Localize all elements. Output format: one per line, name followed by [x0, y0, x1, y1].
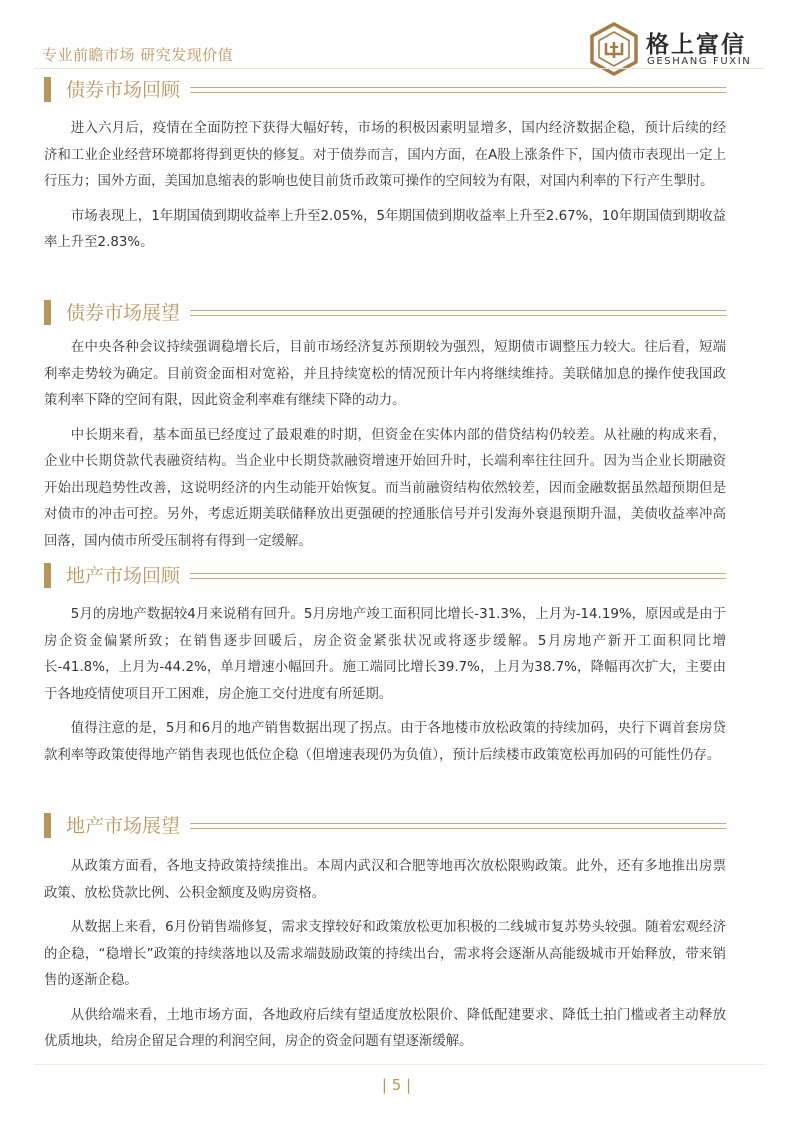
section-title: 地产市场展望	[66, 815, 181, 837]
footer-divider	[34, 1064, 764, 1065]
section-rule	[190, 310, 726, 316]
section-bond-review	[44, 76, 726, 257]
section-heading	[44, 76, 726, 104]
paragraph: 从供给端来看，土地市场方面，各地政府后续有望适度放松限价、降低配建要求、降低土拍门槛或者主动释放优质地块，给房企留足合理的利润空间，房企的资金问题有望逐渐缓解。	[44, 1007, 726, 1049]
section-marker	[44, 563, 51, 588]
section-rule	[190, 87, 726, 93]
section-marker	[44, 813, 51, 838]
section-heading	[44, 299, 726, 327]
section-heading	[44, 812, 726, 840]
section-title: 债券市场展望	[66, 302, 181, 324]
section-property-review	[44, 562, 726, 769]
paragraph: 从数据上来看，6月份销售端修复，需求支撑较好和政策放松更加积极的二线城市复苏势头较强。随着宏观经济的企稳，“稳增长”政策的持续落地以及需求端鼓励政策的持续出台，需求将会逐渐从高能级城市开始释放，带来销售的逐渐企稳。	[44, 920, 726, 988]
paragraph: 市场表现上，1年期国债到期收益率上升至2.05%，5年期国债到期收益率上升至2.67%，10年期国债到期收益率上升至2.83%。	[44, 208, 726, 250]
header-divider	[34, 68, 764, 69]
section-rule	[190, 573, 726, 579]
header-slogan: 专业前瞻市场 研究发现价值	[42, 46, 234, 64]
page-number: | 5 |	[381, 1076, 412, 1094]
paragraph: 5月的房地产数据较4月来说稍有回升。5月房地产竣工面积同比增长-31.3%，上月为-14.19%，原因或是由于房企资金偏紧所致；在销售逐步回暖后，房企资金紧张状况或将逐步缓解。5月房地产新开工面积同比增长-41.8%，上月为-44.2%，单月增速小幅回升。施工端同比增长39.7%，上月为38.7%，降幅再次扩大，主要由于各地疫情使项目开工困难，房企施工交付进度有所延期。	[44, 607, 726, 702]
section-rule	[190, 823, 726, 829]
paragraph: 值得注意的是，5月和6月的地产销售数据出现了拐点。由于各地楼市放松政策的持续加码，央行下调首套房贷款利率等政策使得地产销售表现也低位企稳（但增速表现仍为负值），预计后续楼市政策宽松再加码的可能性仍存。	[44, 721, 726, 763]
section-title: 债券市场回顾	[66, 79, 181, 101]
paragraph: 进入六月后，疫情在全面防控下获得大幅好转，市场的积极因素明显增多，国内经济数据企稳，预计后续的经济和工业企业经营环境都将得到更快的修复。对于债券而言，国内方面，在A股上涨条件下，国内债市表现出一定上行压力；国外方面，美国加息缩表的影响也使目前货币政策可操作的空间较为有限，对国内利率的下行产生掣肘。	[44, 121, 726, 189]
paragraph: 从政策方面看，各地支持政策持续推出。本周内武汉和合肥等地再次放松限购政策。此外，还有多地推出房票政策、放松贷款比例、公积金额度及购房资格。	[44, 859, 726, 901]
section-property-outlook	[44, 812, 726, 1056]
paragraph: 在中央各种会议持续强调稳增长后，目前市场经济复苏预期较为强烈，短期债市调整压力较大。往后看，短端利率走势较为确定。目前资金面相对宽裕，并且持续宽松的情况预计年内将继续维持。美联储加息的操作使我国政策利率下降的空间有限，因此资金利率难有继续下降的动力。	[44, 340, 726, 408]
section-bond-outlook	[44, 299, 726, 555]
logo-chinese-name: 格上富信	[646, 32, 746, 58]
section-title: 地产市场回顾	[66, 565, 181, 587]
paragraph: 中长期来看，基本面虽已经度过了最艰难的时期，但资金在实体内部的借贷结构仍较差。从社融的构成来看，企业中长期贷款代表融资结构。当企业中长期贷款融资增速开始回升时，长端利率往往回升。因为当企业长期融资开始出现趋势性改善，这说明经济的内生动能开始恢复。而当前融资结构依然较差，因而金融数据虽然超预期但是对债市的冲击可控。另外，考虑近期美联储释放出更强硬的控通胀信号并引发海外衰退预期升温，美债收益率冲高回落，国内债市所受压制将有得到一定缓解。	[44, 427, 726, 549]
section-heading	[44, 562, 726, 590]
section-marker	[44, 300, 51, 325]
logo-english-name: GESHANG FUXIN	[647, 56, 752, 67]
section-marker	[44, 77, 51, 102]
